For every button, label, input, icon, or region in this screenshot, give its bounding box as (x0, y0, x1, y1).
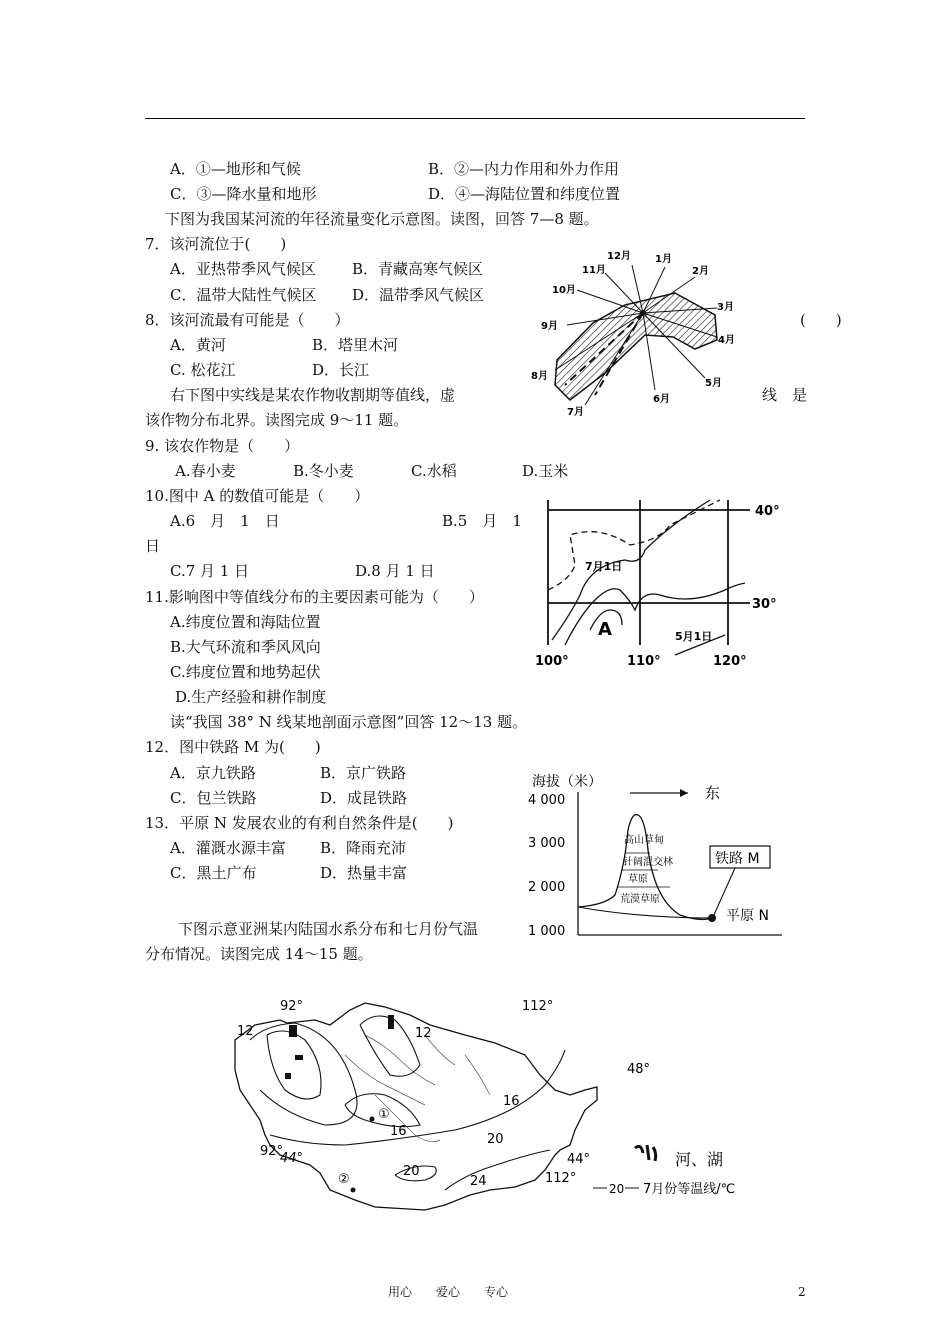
month-label: 2月 (692, 266, 709, 277)
q8-option-d: D．长江 (312, 361, 370, 379)
coord-label: 112° (522, 999, 554, 1014)
coord-label: 44° (280, 1151, 304, 1166)
map-legend (593, 1145, 735, 1197)
q9-option-d: D.玉米 (522, 462, 569, 480)
lat-label: 40° (755, 504, 780, 519)
month-label: 12月 (607, 251, 631, 262)
intro-12-13: 读“我国 38° N 线某地剖面示意图”回答 12～13 题。 (170, 713, 528, 731)
question-9: 9. 该农作物是（ ） (145, 437, 300, 455)
month-label: 3月 (717, 302, 734, 313)
legend-isotherm-label: 7月份等温线/℃ (643, 1182, 736, 1197)
intro-7-8: 下图为我国某河流的年径流量变化示意图。读图，回答 7—8 题。 (165, 210, 599, 228)
plain-label: 平原 N (726, 908, 769, 924)
intro-14-15-line2: 分布情况。读图完成 14～15 题。 (145, 945, 373, 963)
terrain-profile (520, 770, 790, 940)
page-number: 2 (798, 1285, 806, 1299)
runoff-diagram (525, 245, 755, 425)
vegetation-zone: 草原 (628, 874, 648, 885)
q11-option-c: C.纬度位置和地势起伏 (170, 663, 321, 681)
option-d: D．④—海陆位置和纬度位置 (428, 185, 621, 203)
isotherm-label: 24 (470, 1174, 487, 1189)
q9-option-a: A.春小麦 (175, 462, 236, 480)
lon-label: 100° (535, 654, 569, 669)
option-b: B．②—内力作用和外力作用 (428, 160, 620, 178)
coord-label: 112° (545, 1171, 577, 1186)
coord-label: 92° (280, 999, 304, 1014)
isotherm-label: 16 (503, 1094, 520, 1109)
isotherm-label: 20 (487, 1132, 504, 1147)
harvest-isoline-map (530, 495, 780, 670)
month-label: 4月 (718, 335, 735, 346)
country-map (225, 995, 755, 1220)
profile-ytick: 2 000 (528, 880, 566, 895)
q10-option-c: C.7 月 1 日 (170, 562, 250, 580)
q9-option-b: B.冬小麦 (293, 462, 354, 480)
intro-9-11-end: 线 是 (762, 386, 808, 404)
q10-option-d: D.8 月 1 日 (355, 562, 435, 580)
q8-option-a: A．黄河 (170, 336, 226, 354)
legend-water-label: 河、湖 (675, 1150, 724, 1169)
direction-label: 东 (705, 784, 721, 802)
q13-option-b: B．降雨充沛 (320, 839, 407, 857)
q12-option-a: A．京九铁路 (170, 764, 256, 782)
q7-option-c: C．温带大陆性气候区 (170, 286, 317, 304)
lat-label: 30° (752, 597, 777, 612)
q7-option-d: D．温带季风气候区 (352, 286, 485, 304)
railway-label: 铁路 M (715, 851, 760, 867)
q13-option-a: A．灌溉水源丰富 (170, 839, 286, 857)
q12-option-d: D．成昆铁路 (320, 789, 408, 807)
month-label: 11月 (582, 265, 606, 276)
coord-label: 48° (627, 1062, 651, 1077)
question-13: 13．平原 N 发展农业的有利自然条件是( ) (145, 814, 454, 832)
month-label: 5月 (705, 378, 722, 389)
q10-option-b: B.5 月 1 (442, 512, 522, 530)
q10-option-b-wrap: 日 (145, 537, 161, 555)
month-label: 1月 (655, 254, 672, 265)
q13-option-d: D．热量丰富 (320, 864, 408, 882)
coord-label: 92° (260, 1144, 284, 1159)
isotherm-label: 16 (390, 1124, 407, 1139)
q10-option-a: A.6 月 1 日 (170, 512, 280, 530)
isotherm-label: 12 (415, 1026, 432, 1041)
legend-iso-value: 20 (609, 1182, 625, 1196)
lon-label: 110° (627, 654, 661, 669)
isoline-label: 5月1日 (675, 630, 713, 643)
q11-option-a: A.纬度位置和海陆位置 (170, 613, 321, 631)
question-10: 10.图中 A 的数值可能是（ ） (145, 487, 370, 505)
marker-label: ① (378, 1107, 390, 1122)
question-8: 8．该河流最有可能是（ ） (145, 311, 350, 329)
runoff-area (555, 293, 717, 400)
vegetation-zone: 针阔混交林 (623, 857, 673, 868)
q8-option-b: B．塔里木河 (312, 336, 399, 354)
profile-ytick: 4 000 (528, 793, 566, 808)
q11-option-d: D.生产经验和耕作制度 (175, 688, 327, 706)
q12-option-b: B．京广铁路 (320, 764, 407, 782)
intro-14-15: 下图示意亚洲某内陆国水系分布和七月份气温 (178, 920, 479, 938)
footer-slogan: 用心 爱心 专心 (388, 1285, 509, 1299)
option-c: C．③—降水量和地形 (170, 185, 317, 203)
month-label: 9月 (541, 321, 558, 332)
month-label: 8月 (531, 371, 548, 382)
q8-option-c: C. 松花江 (170, 361, 236, 379)
question-8-bracket: ( ) (800, 311, 842, 329)
option-a: A．①—地形和气候 (170, 160, 301, 178)
isoline-label: 7月1日 (585, 560, 623, 573)
vegetation-zone: 高山草甸 (624, 835, 664, 846)
month-label: 7月 (567, 407, 584, 418)
profile-ytick: 1 000 (528, 924, 566, 939)
month-label: 10月 (552, 285, 576, 296)
point-a-label: A (598, 619, 612, 640)
intro-9-11-line2: 该作物分布北界。读图完成 9～11 题。 (145, 411, 409, 429)
isotherm-label: 20 (403, 1164, 420, 1179)
vegetation-zone: 荒漠草原 (620, 894, 660, 905)
marker-label: ② (338, 1172, 350, 1187)
q7-option-b: B．青藏高寒气候区 (352, 260, 484, 278)
intro-9-11: 右下图中实线是某农作物收割期等值线，虚 (170, 386, 456, 404)
question-11: 11.影响图中等值线分布的主要因素可能为（ ） (145, 588, 484, 606)
profile-ylabel: 海拔（米） (532, 774, 602, 790)
q9-option-c: C.水稻 (411, 462, 457, 480)
water-legend-icon (635, 1145, 656, 1161)
lon-label: 120° (713, 654, 747, 669)
question-12: 12．图中铁路 M 为( ) (145, 738, 321, 756)
q12-option-c: C．包兰铁路 (170, 789, 257, 807)
isotherm-label: 12 (237, 1024, 254, 1039)
q13-option-c: C．黑土广布 (170, 864, 257, 882)
question-7: 7．该河流位于( ) (145, 235, 287, 253)
month-label: 6月 (653, 394, 670, 405)
coord-label: 44° (567, 1152, 591, 1167)
q11-option-b: B.大气环流和季风风向 (170, 638, 321, 656)
profile-ytick: 3 000 (528, 836, 566, 851)
q7-option-a: A．亚热带季风气候区 (170, 260, 316, 278)
header-rule (145, 118, 805, 119)
